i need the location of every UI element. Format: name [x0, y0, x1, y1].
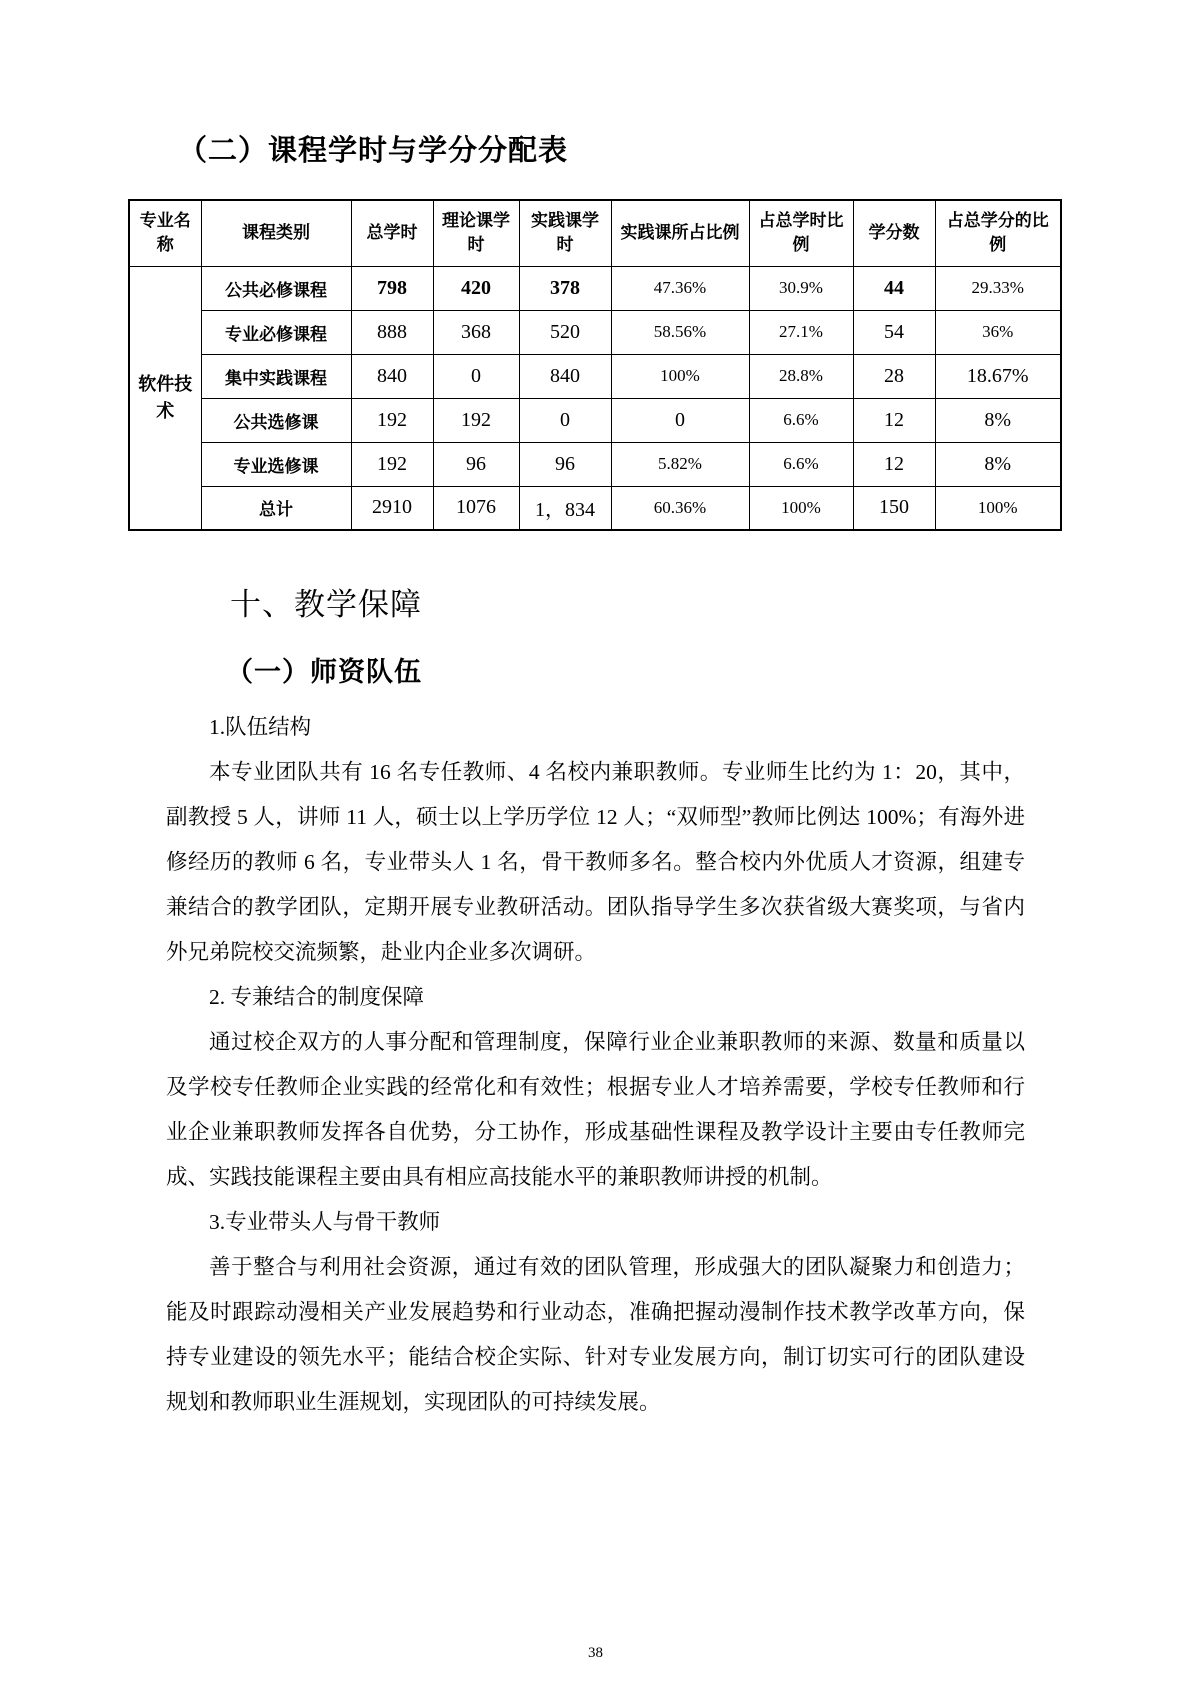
table-cell: 29.33%: [935, 266, 1061, 310]
table-cell: 192: [351, 442, 433, 486]
table-cell: 18.67%: [935, 354, 1061, 398]
table-cell: 888: [351, 310, 433, 354]
table-cell: 420: [433, 266, 519, 310]
table-cell: 368: [433, 310, 519, 354]
table-cell: 1，834: [519, 486, 611, 530]
header-credits: 学分数: [853, 200, 935, 266]
table-row: [129, 310, 1061, 354]
table-cell: 12: [853, 398, 935, 442]
table-cell: 5.82%: [611, 442, 749, 486]
major-name-cell: 软件技术: [129, 266, 201, 530]
table-cell: 2910: [351, 486, 433, 530]
header-credits-ratio: 占总学分的比例: [935, 200, 1061, 266]
table-cell: 12: [853, 442, 935, 486]
table-cell: 30.9%: [749, 266, 853, 310]
table-cell: 798: [351, 266, 433, 310]
row-category: 集中实践课程: [201, 354, 351, 398]
table-cell: 0: [611, 398, 749, 442]
table-cell: 0: [433, 354, 519, 398]
table-row: [129, 354, 1061, 398]
subsection-title-faculty-team: （一）师资队伍: [226, 657, 422, 687]
table-cell: 378: [519, 266, 611, 310]
table-cell: 96: [519, 442, 611, 486]
table-row: [129, 398, 1061, 442]
item-heading-leaders-backbone: 3.专业带头人与骨干教师: [209, 1210, 441, 1234]
table-cell: 1076: [433, 486, 519, 530]
table-cell: 60.36%: [611, 486, 749, 530]
row-category: 公共必修课程: [201, 266, 351, 310]
paragraph-team-structure: 本专业团队共有 16 名专任教师、4 名校内兼职教师。专业师生比约为 1：20，其中，副教授 5 人，讲师 11 人，硕士以上学历学位 12 人；“双师型”教师比例达 100%；有海外进修经历的教师 6 名，专业带头人 1 名，骨干教师多名。整合校内外优质人才资源，组建专兼结合的教学团队，定期开展专业教研活动。团队指导学生多次获省级大赛奖项，与省内外兄弟院校交流频繁，赴业内企业多次调研。: [166, 760, 1025, 964]
header-major-name: 专业名称: [129, 200, 201, 266]
table-cell: 150: [853, 486, 935, 530]
table-cell: 100%: [749, 486, 853, 530]
table-cell: 96: [433, 442, 519, 486]
table-cell: 27.1%: [749, 310, 853, 354]
table-cell: 6.6%: [749, 442, 853, 486]
table-cell: 192: [351, 398, 433, 442]
table-cell: 8%: [935, 442, 1061, 486]
table-row-total: [129, 486, 1061, 530]
table-cell: 192: [433, 398, 519, 442]
row-category: 专业必修课程: [201, 310, 351, 354]
table-cell: 44: [853, 266, 935, 310]
page-number: 38: [588, 1645, 603, 1661]
course-hours-credits-table: [128, 199, 1062, 531]
body-text: [166, 705, 1025, 1425]
table-cell: 6.6%: [749, 398, 853, 442]
section-title-teaching-guarantee: 十、教学保障: [230, 587, 422, 622]
header-course-category: 课程类别: [201, 200, 351, 266]
table-cell: 36%: [935, 310, 1061, 354]
header-theory-hours: 理论课学时: [433, 200, 519, 266]
table-cell: 0: [519, 398, 611, 442]
header-practice-ratio: 实践课所占比例: [611, 200, 749, 266]
header-total-hours: 总学时: [351, 200, 433, 266]
table-cell: 54: [853, 310, 935, 354]
table-cell: 58.56%: [611, 310, 749, 354]
table-cell: 840: [519, 354, 611, 398]
table-cell: 8%: [935, 398, 1061, 442]
item-heading-system-guarantee: 2. 专兼结合的制度保障: [209, 985, 425, 1009]
table-cell: 100%: [611, 354, 749, 398]
table-cell: 47.36%: [611, 266, 749, 310]
table-cell: 28: [853, 354, 935, 398]
row-category: 总计: [201, 486, 351, 530]
header-practice-hours: 实践课学时: [519, 200, 611, 266]
table-row: [129, 442, 1061, 486]
item-heading-team-structure: 1.队伍结构: [209, 715, 312, 739]
row-category: 公共选修课: [201, 398, 351, 442]
paragraph-system-guarantee: 通过校企双方的人事分配和管理制度，保障行业企业兼职教师的来源、数量和质量以及学校专任教师企业实践的经常化和有效性；根据专业人才培养需要，学校专任教师和行业企业兼职教师发挥各自优势，分工协作，形成基础性课程及教学设计主要由专任教师完成、实践技能课程主要由具有相应高技能水平的兼职教师讲授的机制。: [166, 1030, 1025, 1189]
table-header-row: [129, 200, 1061, 266]
paragraph-leaders-backbone: 善于整合与利用社会资源，通过有效的团队管理，形成强大的团队凝聚力和创造力；能及时跟踪动漫相关产业发展趋势和行业动态，准确把握动漫制作技术教学改革方向，保持专业建设的领先水平；能结合校企实际、针对专业发展方向，制订切实可行的团队建设规划和教师职业生涯规划，实现团队的可持续发展。: [166, 1255, 1025, 1414]
table-cell: 520: [519, 310, 611, 354]
table-cell: 28.8%: [749, 354, 853, 398]
table-row: [129, 266, 1061, 310]
header-total-hours-ratio: 占总学时比例: [749, 200, 853, 266]
section-title-course-allocation: （二）课程学时与学分分配表: [178, 135, 569, 167]
table-cell: 100%: [935, 486, 1061, 530]
row-category: 专业选修课: [201, 442, 351, 486]
table-cell: 840: [351, 354, 433, 398]
